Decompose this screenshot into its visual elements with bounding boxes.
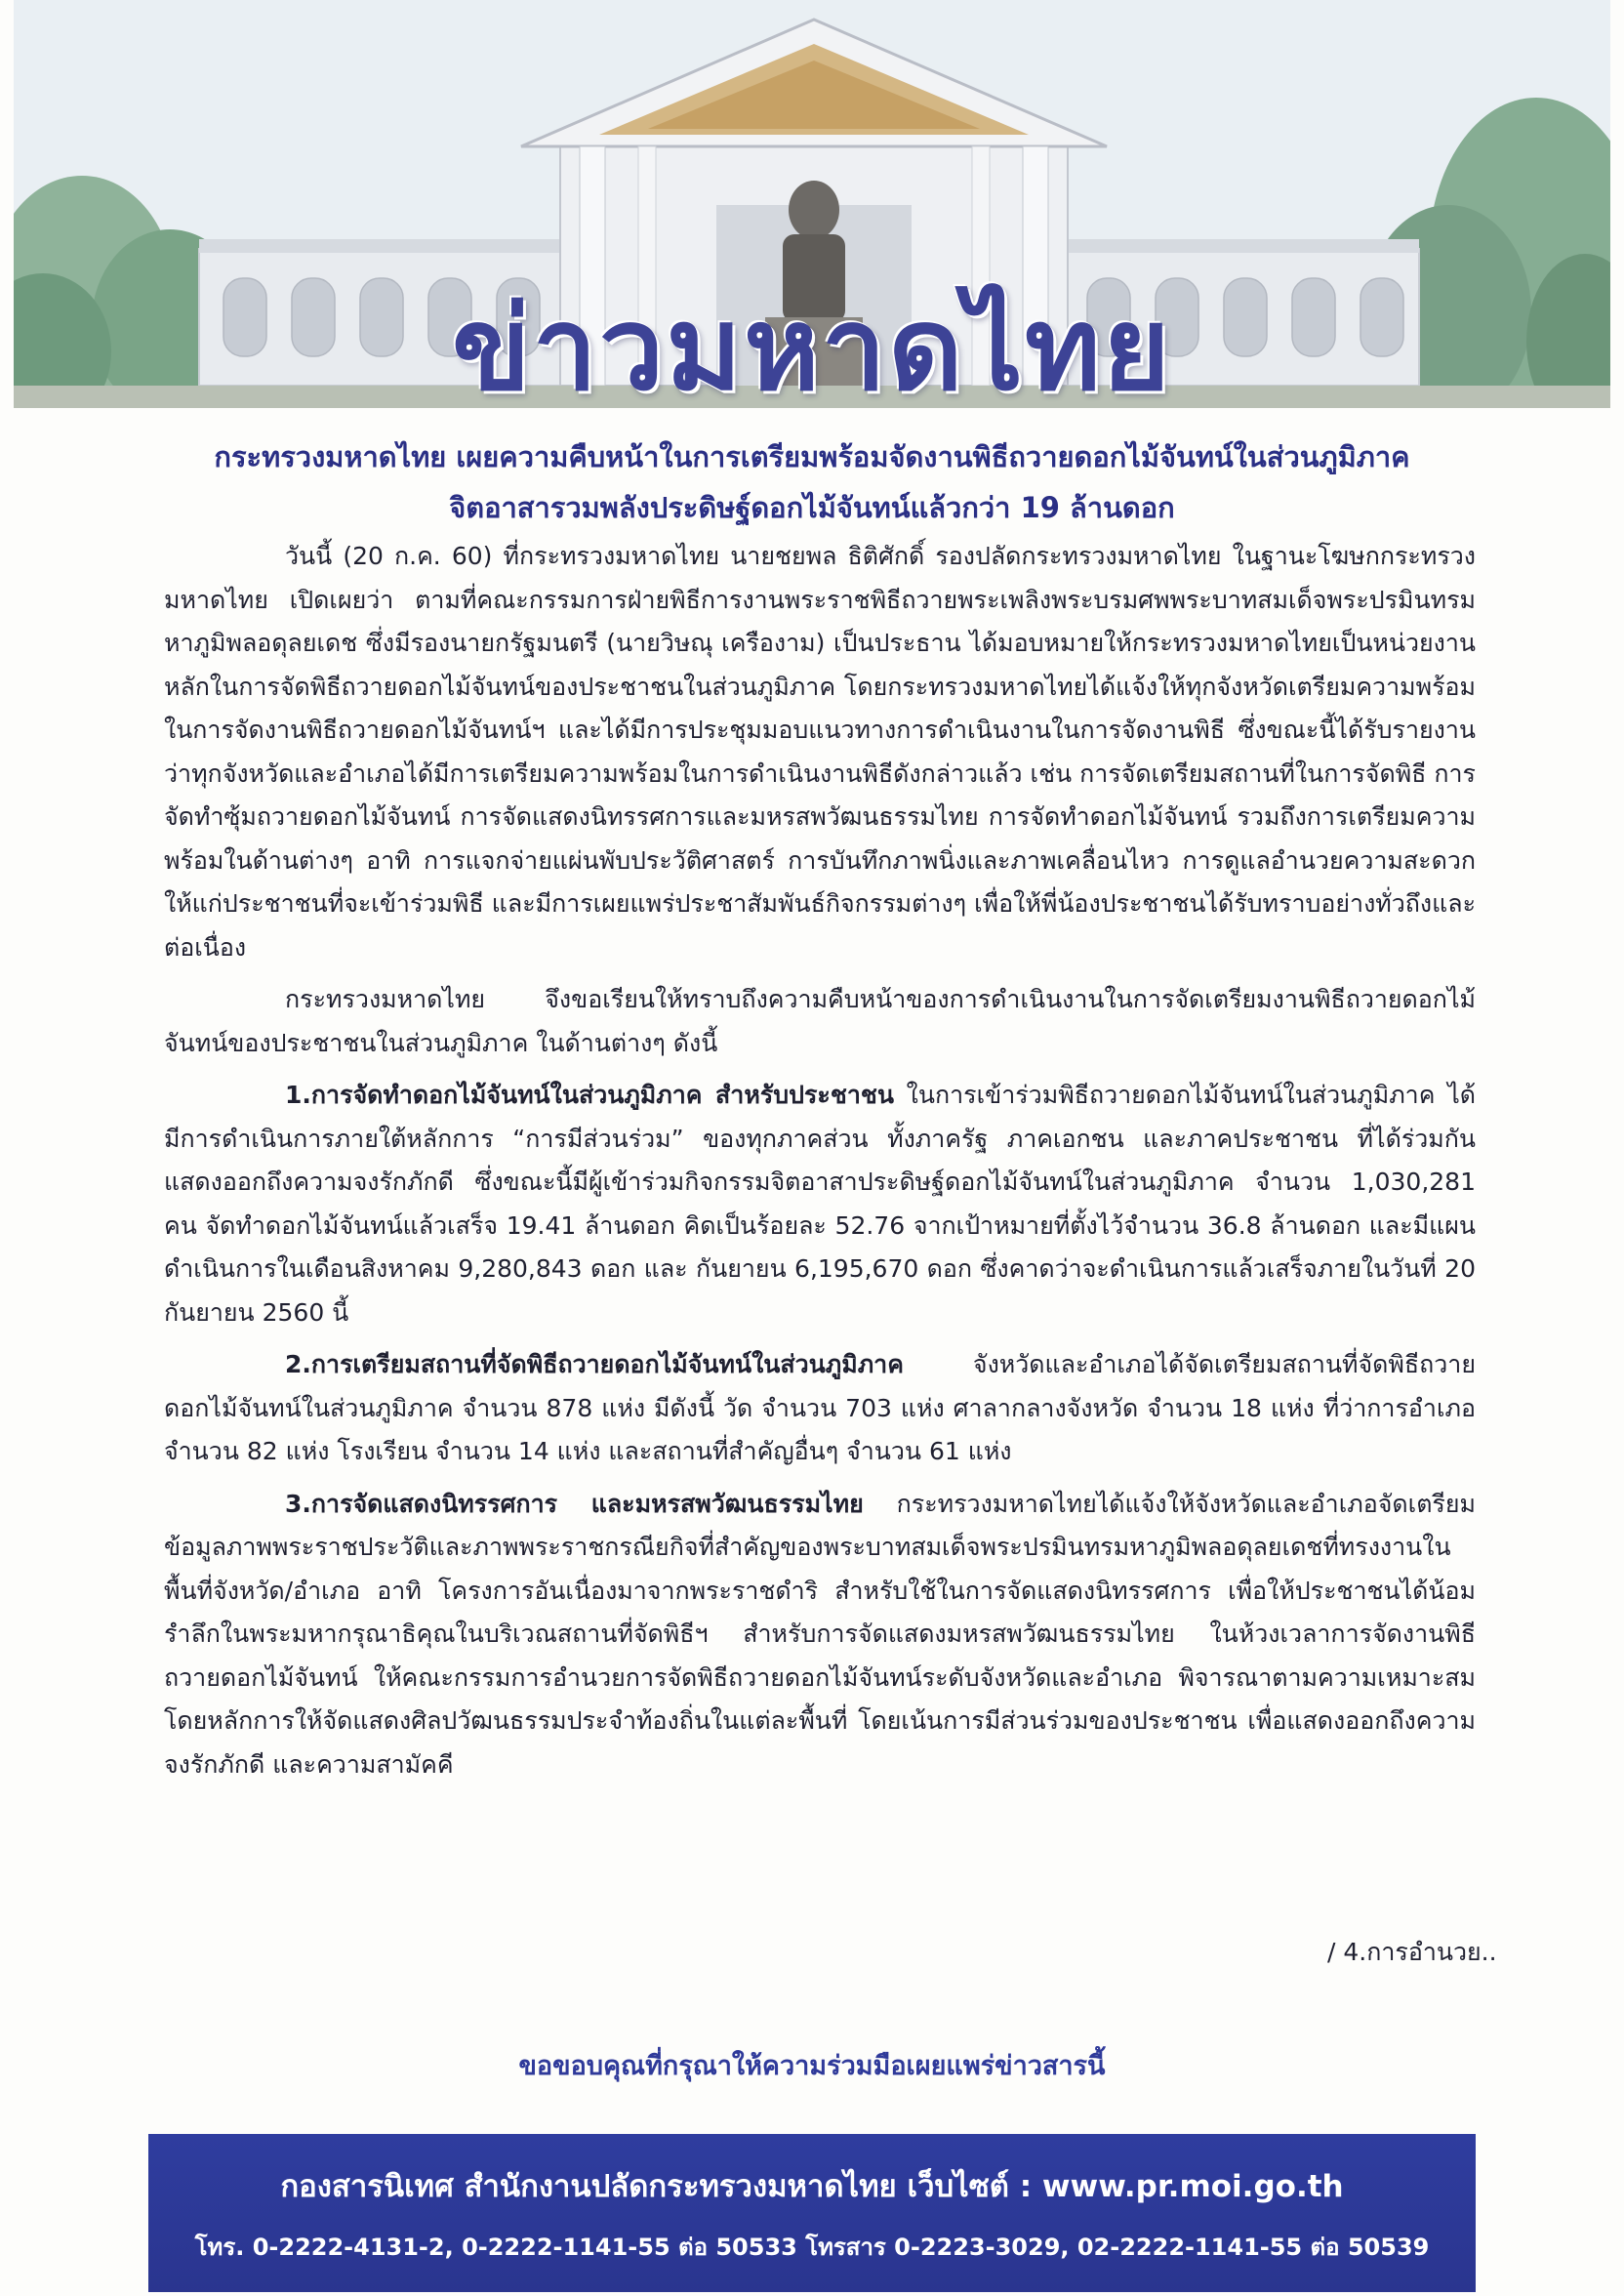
paragraph-item-3 — [164, 1483, 1476, 1787]
paragraph-intro: วันนี้ (20 ก.ค. 60) ที่กระทรวงมหาดไทย นายชยพล ธิติศักดิ์ รองปลัดกระทรวงมหาดไทย ในฐานะโฆษกกระทรวงมหาดไทย เปิดเผยว่า ตามที่คณะกรรมการฝ่ายพิธีการงานพระราชพิธีถวายพระเพลิงพระบรมศพพระบาทสมเด็จพระปรมินทรมหาภูมิพลอดุลยเดช ซึ่งมีรองนายกรัฐมนตรี (นายวิษณุ เครืองาม) เป็นประธาน ได้มอบหมายให้กระทรวงมหาดไทยเป็นหน่วยงานหลักในการจัดพิธีถวายดอกไม้จันทน์ของประชาชนในส่วนภูมิภาค โดยกระทรวงมหาดไทยได้แจ้งให้ทุกจังหวัดเตรียมความพร้อมในการจัดงานพิธีถวายดอกไม้จันทน์ฯ และได้มีการประชุมมอบแนวทางการดำเนินงานในการจัดงานพิธี ซึ่งขณะนี้ได้รับรายงานว่าทุกจังหวัดและอำเภอได้มีการเตรียมความพร้อมในการดำเนินงานพิธีดังกล่าวแล้ว เช่น การจัดเตรียมสถานที่ในการจัดพิธี การจัดทำซุ้มถวายดอกไม้จันทน์ การจัดแสดงนิทรรศการและมหรสพวัฒนธรรมไทย การจัดทำดอกไม้จันทน์ รวมถึงการเตรียมความพร้อมในด้านต่างๆ อาทิ การแจกจ่ายแผ่นพับประวัติศาสตร์ การบันทึกภาพนิ่งและภาพเคลื่อนไหว การดูแลอำนวยความสะดวกให้แก่ประชาชนที่จะเข้าร่วมพิธี และมีการเผยแพร่ประชาสัมพันธ์กิจกรรมต่างๆ เพื่อให้พี่น้องประชาชนได้รับทราบอย่างทั่วถึงและต่อเนื่อง — [164, 542, 1476, 962]
paragraph-summary: กระทรวงมหาดไทย จึงขอเรียนให้ทราบถึงความคืบหน้าของการดำเนินงานในการจัดเตรียมงานพิธีถวายดอกไม้จันทน์ของประชาชนในส่วนภูมิภาค ในด้านต่างๆ ดังนี้ — [164, 985, 1476, 1057]
item-3-text: กระทรวงมหาดไทยได้แจ้งให้จังหวัดและอำเภอจัดเตรียมข้อมูลภาพพระราชประวัติและภาพพระราชกรณียกิจที่สำคัญของพระบาทสมเด็จพระปรมินทรมหาภูมิพลอดุลยเดชที่ทรงงานในพื้นที่จังหวัด/อำเภอ อาทิ โครงการอันเนื่องมาจากพระราชดำริ สำหรับใช้ในการจัดแสดงนิทรรศการ เพื่อให้ประชาชนได้น้อมรำลึกในพระมหากรุณาธิคุณในบริเวณสถานที่จัดพิธีฯ สำหรับการจัดแสดงมหรสพวัฒนธรรมไทย ในห้วงเวลาการจัดงานพิธีถวายดอกไม้จันทน์ ให้คณะกรรมการอำนวยการจัดพิธีถวายดอกไม้จันทน์ระดับจังหวัดและอำเภอ พิจารณาตามความเหมาะสม โดยหลักการให้จัดแสดงศิลปวัฒนธรรมประจำท้องถิ่นในแต่ละพื้นที่ โดยเน้นการมีส่วนร่วมของประชาชน เพื่อแสดงออกถึงความจงรักภักดี และความสามัคคี — [164, 1489, 1476, 1779]
header-banner — [14, 0, 1610, 408]
item-1-text: ในการเข้าร่วมพิธีถวายดอกไม้จันทน์ในส่วนภูมิภาค ได้มีการดำเนินการภายใต้หลักการ “การมีส่วนร่วม” ของทุกภาคส่วน ทั้งภาครัฐ ภาคเอกชน และภาคประชาชน ที่ได้ร่วมกันแสดงออกถึงความจงรักภักดี ซึ่งขณะนี้มีผู้เข้าร่วมกิจกรรมจิตอาสาประดิษฐ์ดอกไม้จันทน์ในส่วนภูมิภาค จำนวน 1,030,281 คน จัดทำดอกไม้จันทน์แล้วเสร็จ 19.41 ล้านดอก คิดเป็นร้อยละ 52.76 จากเป้าหมายที่ตั้งไว้จำนวน 36.8 ล้านดอก และมีแผนดำเนินการในเดือนสิงหาคม 9,280,843 ดอก และ กันยายน 6,195,670 ดอก ซึ่งคาดว่าจะดำเนินการแล้วเสร็จภายในวันที่ 20 กันยายน 2560 นี้ — [164, 1081, 1477, 1327]
newsletter-title: ข่าวมหาดไทย — [452, 281, 1172, 408]
footer-org-website: กองสารนิเทศ สำนักงานปลัดกระทรวงมหาดไทย เว็บไซต์ : www.pr.moi.go.th — [280, 2169, 1344, 2204]
headline-line-2: จิตอาสารวมพลังประดิษฐ์ดอกไม้จันทน์แล้วกว่า 19 ล้านดอก — [449, 491, 1175, 524]
item-2-text: จังหวัดและอำเภอได้จัดเตรียมสถานที่จัดพิธีถวายดอกไม้จันทน์ในส่วนภูมิภาค จำนวน 878 แห่ง มีดังนี้ วัด จำนวน 703 แห่ง ศาลากลางจังหวัด จำนวน 18 แห่ง ที่ว่าการอำเภอ จำนวน 82 แห่ง โรงเรียน จำนวน 14 แห่ง และสถานที่สำคัญอื่นๆ จำนวน 61 แห่ง — [164, 1350, 1476, 1465]
item-1-heading: 1.การจัดทำดอกไม้จันทน์ในส่วนภูมิภาค สำหรับประชาชน — [285, 1081, 894, 1109]
footer-bar — [148, 2134, 1476, 2292]
paragraph-item-2 — [164, 1343, 1476, 1474]
thanks-note: ขอขอบคุณที่กรุณาให้ความร่วมมือเผยแพร่ข่าวสารนี้ — [518, 2051, 1106, 2081]
item-2-heading: 2.การเตรียมสถานที่จัดพิธีถวายดอกไม้จันทน์ในส่วนภูมิภาค — [285, 1350, 904, 1378]
headline-line-1: กระทรวงมหาดไทย เผยความคืบหน้าในการเตรียมพร้อมจัดงานพิธีถวายดอกไม้จันทน์ในส่วนภูมิภาค — [214, 440, 1410, 473]
article-body — [164, 535, 1476, 1786]
item-3-heading: 3.การจัดแสดงนิทรรศการ และมหรสพวัฒนธรรมไทย — [285, 1489, 864, 1518]
paragraph-item-1 — [164, 1074, 1476, 1334]
footer-contact-phones: โทร. 0-2222-4131-2, 0-2222-1141-55 ต่อ 50533 โทรสาร 0-2223-3029, 02-2222-1141-55 ต่อ 50539 — [194, 2234, 1430, 2261]
continued-note: / 4.การอำนวย.. — [1327, 1938, 1497, 1966]
